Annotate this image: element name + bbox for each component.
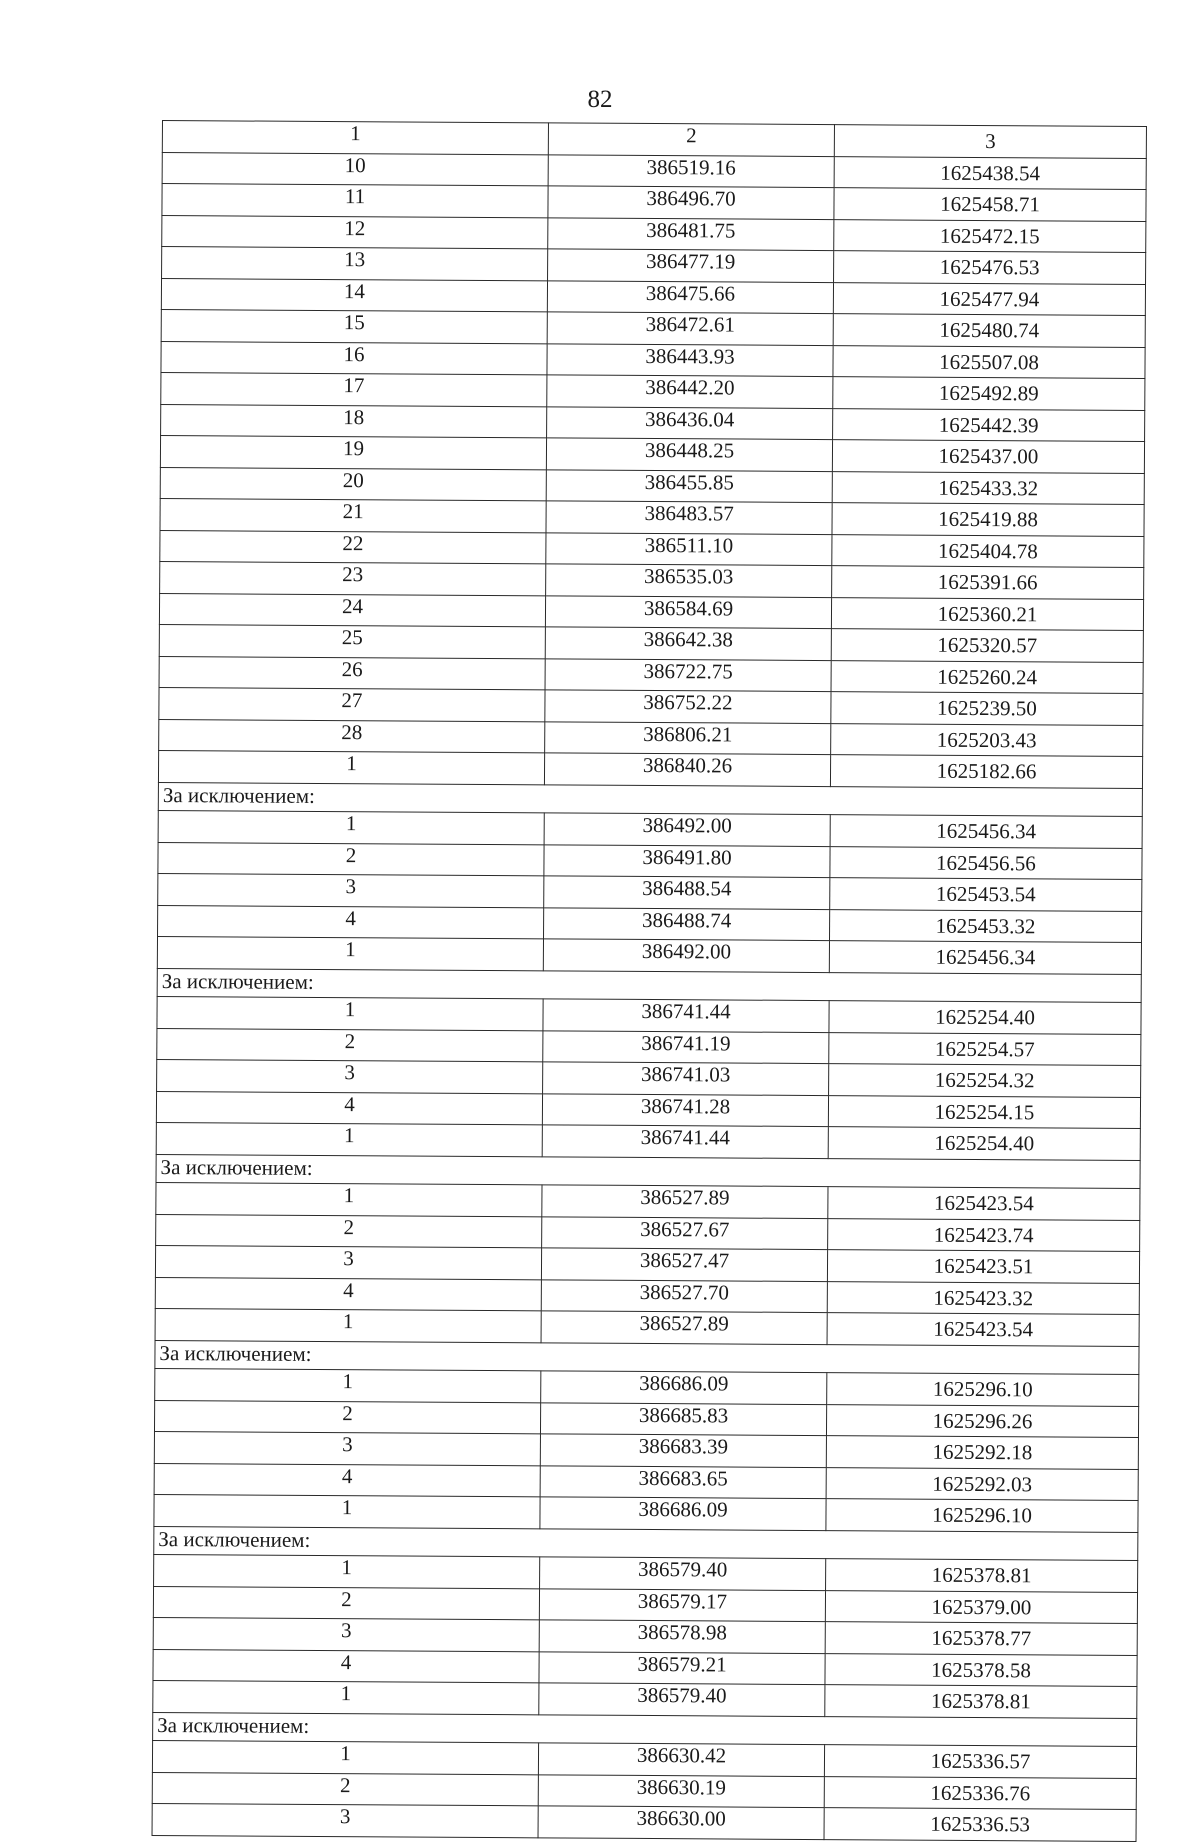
coordinate-x: 386683.39 [540, 1434, 826, 1467]
coordinate-y: 1625292.03 [826, 1467, 1138, 1500]
point-number: 14 [161, 278, 547, 312]
coordinate-x: 386630.42 [538, 1743, 824, 1776]
point-number: 3 [153, 1617, 539, 1651]
point-number: 3 [157, 1059, 543, 1093]
point-number: 4 [155, 1277, 541, 1311]
coordinate-y: 1625260.24 [831, 660, 1143, 693]
coordinate-y: 1625378.58 [825, 1653, 1137, 1686]
point-number: 1 [154, 1554, 540, 1588]
coordinate-y: 1625423.74 [828, 1218, 1140, 1251]
coordinate-y: 1625254.40 [829, 1001, 1141, 1034]
coordinate-y: 1625456.34 [829, 941, 1141, 974]
coordinate-x: 386686.09 [541, 1371, 827, 1404]
point-number: 18 [161, 404, 547, 438]
coordinate-x: 386630.19 [538, 1774, 824, 1807]
point-number: 23 [160, 561, 546, 595]
coordinate-x: 386519.16 [548, 154, 834, 187]
coordinate-y: 1625423.54 [828, 1187, 1140, 1220]
coordinate-x: 386488.74 [544, 907, 830, 940]
coordinate-x: 386436.04 [547, 406, 833, 439]
point-number: 13 [162, 247, 548, 281]
coordinates-table-body [152, 121, 1146, 1841]
coordinate-y: 1625458.71 [834, 188, 1146, 221]
coordinate-x: 386488.54 [544, 876, 830, 909]
coordinate-y: 1625423.51 [827, 1250, 1139, 1283]
point-number: 2 [152, 1772, 538, 1806]
coordinate-y: 1625404.78 [832, 534, 1144, 567]
coordinate-y: 1625453.32 [829, 909, 1141, 942]
coordinate-x: 386527.70 [541, 1279, 827, 1312]
point-number: 26 [159, 656, 545, 690]
coordinate-x: 386443.93 [547, 343, 833, 376]
coordinate-y: 1625472.15 [834, 219, 1146, 252]
coordinate-y: 1625360.21 [831, 597, 1143, 630]
coordinate-x: 386527.47 [541, 1248, 827, 1281]
coordinate-x: 386722.75 [545, 658, 831, 691]
coordinate-x: 386806.21 [545, 721, 831, 754]
coordinate-x: 386685.83 [540, 1402, 826, 1435]
column-header-y: 3 [834, 125, 1146, 158]
coordinate-x: 386579.40 [540, 1557, 826, 1590]
coordinate-x: 386741.28 [542, 1093, 828, 1126]
coordinate-x: 386741.19 [543, 1030, 829, 1063]
coordinate-y: 1625477.94 [833, 282, 1145, 315]
coordinate-y: 1625438.54 [834, 156, 1146, 189]
point-number: 3 [152, 1803, 538, 1837]
coordinate-x: 386686.09 [540, 1497, 826, 1530]
point-number: 10 [162, 152, 548, 186]
point-number: 21 [160, 498, 546, 532]
coordinate-y: 1625433.32 [832, 471, 1144, 504]
point-number: 1 [157, 996, 543, 1030]
coordinate-x: 386741.03 [543, 1062, 829, 1095]
coordinate-x: 386511.10 [546, 532, 832, 565]
coordinate-x: 386492.00 [544, 813, 830, 846]
point-number: 1 [152, 1740, 538, 1774]
point-number: 1 [155, 1368, 541, 1402]
point-number: 20 [160, 467, 546, 501]
coordinate-y: 1625292.18 [826, 1436, 1138, 1469]
table-row [152, 1803, 1136, 1841]
point-number: 1 [153, 1680, 539, 1714]
coordinate-y: 1625336.53 [824, 1808, 1136, 1841]
exclusion-label: За исключением: [157, 968, 1141, 1003]
point-number: 3 [154, 1431, 540, 1465]
point-number: 2 [154, 1400, 540, 1434]
coordinate-y: 1625442.39 [833, 408, 1145, 441]
coordinate-x: 386579.17 [539, 1588, 825, 1621]
coordinate-y: 1625492.89 [833, 377, 1145, 410]
coordinate-y: 1625379.00 [825, 1590, 1137, 1623]
point-number: 4 [153, 1649, 539, 1683]
coordinate-y: 1625476.53 [834, 251, 1146, 284]
coordinate-x: 386840.26 [544, 753, 830, 786]
coordinate-x: 386492.00 [543, 939, 829, 972]
coordinate-y: 1625391.66 [832, 566, 1144, 599]
point-number: 2 [153, 1586, 539, 1620]
coordinate-y: 1625437.00 [832, 440, 1144, 473]
coordinate-x: 386578.98 [539, 1620, 825, 1653]
point-number: 1 [156, 1122, 542, 1156]
coordinate-y: 1625254.57 [829, 1032, 1141, 1065]
point-number: 12 [162, 215, 548, 249]
point-number: 28 [159, 719, 545, 753]
exclusion-label: За исключением: [156, 1154, 1140, 1189]
point-number: 25 [159, 624, 545, 658]
coordinate-x: 386491.80 [544, 844, 830, 877]
coordinate-y: 1625480.74 [833, 314, 1145, 347]
exclusion-label: За исключением: [153, 1712, 1137, 1747]
coordinate-y: 1625507.08 [833, 345, 1145, 378]
point-number: 1 [155, 1308, 541, 1342]
point-number: 3 [158, 873, 544, 907]
coordinate-y: 1625254.40 [828, 1127, 1140, 1160]
coordinate-x: 386527.89 [542, 1185, 828, 1218]
coordinates-table [152, 120, 1147, 1841]
coordinate-y: 1625423.54 [827, 1313, 1139, 1346]
coordinate-y: 1625296.10 [826, 1499, 1138, 1532]
point-number: 1 [154, 1494, 540, 1528]
coordinate-x: 386630.00 [538, 1806, 824, 1839]
coordinate-x: 386584.69 [545, 595, 831, 628]
coordinate-y: 1625378.81 [825, 1685, 1137, 1718]
coordinate-x: 386527.67 [542, 1216, 828, 1249]
point-number: 3 [155, 1245, 541, 1279]
coordinate-x: 386535.03 [546, 564, 832, 597]
coordinate-x: 386527.89 [541, 1311, 827, 1344]
coordinate-y: 1625419.88 [832, 503, 1144, 536]
point-number: 2 [157, 1028, 543, 1062]
point-number: 2 [156, 1214, 542, 1248]
point-number: 1 [158, 750, 544, 784]
point-number: 4 [154, 1463, 540, 1497]
coordinate-x: 386683.65 [540, 1465, 826, 1498]
coordinate-y: 1625182.66 [830, 755, 1142, 788]
coordinate-y: 1625423.32 [827, 1281, 1139, 1314]
coordinate-x: 386475.66 [547, 280, 833, 313]
coordinate-y: 1625296.10 [827, 1373, 1139, 1406]
coordinate-y: 1625456.34 [830, 815, 1142, 848]
coordinate-x: 386481.75 [548, 217, 834, 250]
point-number: 16 [161, 341, 547, 375]
coordinate-x: 386455.85 [546, 469, 832, 502]
coordinate-x: 386442.20 [547, 375, 833, 408]
page-number: 82 [587, 86, 613, 113]
coordinate-x: 386741.44 [543, 999, 829, 1032]
column-header-x: 2 [548, 123, 834, 156]
coordinate-x: 386448.25 [546, 438, 832, 471]
point-number: 19 [160, 435, 546, 469]
point-number: 22 [160, 530, 546, 564]
point-number: 1 [157, 936, 543, 970]
coordinate-x: 386752.22 [545, 690, 831, 723]
coordinate-y: 1625336.57 [824, 1745, 1136, 1778]
coordinate-y: 1625296.26 [826, 1404, 1138, 1437]
coordinate-x: 386477.19 [548, 249, 834, 282]
coordinate-y: 1625456.56 [830, 846, 1142, 879]
point-number: 15 [161, 309, 547, 343]
coordinate-x: 386472.61 [547, 312, 833, 345]
point-number: 1 [156, 1182, 542, 1216]
exclusion-label: За исключением: [154, 1526, 1138, 1561]
coordinate-x: 386642.38 [545, 627, 831, 660]
coordinate-y: 1625320.57 [831, 629, 1143, 662]
coordinate-x: 386483.57 [546, 501, 832, 534]
coordinate-x: 386496.70 [548, 186, 834, 219]
coordinate-y: 1625239.50 [831, 692, 1143, 725]
point-number: 1 [158, 810, 544, 844]
point-number: 4 [156, 1091, 542, 1125]
coordinate-y: 1625203.43 [831, 723, 1143, 756]
coordinate-y: 1625378.77 [825, 1622, 1137, 1655]
coordinate-x: 386741.44 [542, 1125, 828, 1158]
coordinate-y: 1625254.32 [829, 1064, 1141, 1097]
point-number: 24 [159, 593, 545, 627]
coordinate-y: 1625254.15 [828, 1095, 1140, 1128]
coordinate-y: 1625378.81 [826, 1559, 1138, 1592]
point-number: 17 [161, 372, 547, 406]
coordinate-y: 1625336.76 [824, 1776, 1136, 1809]
point-number: 11 [162, 184, 548, 218]
point-number: 2 [158, 842, 544, 876]
exclusion-label: За исключением: [155, 1340, 1139, 1375]
column-header-point: 1 [162, 121, 548, 155]
coordinate-x: 386579.21 [539, 1651, 825, 1684]
coordinate-x: 386579.40 [539, 1683, 825, 1716]
point-number: 27 [159, 687, 545, 721]
coordinate-y: 1625453.54 [830, 878, 1142, 911]
exclusion-label: За исключением: [158, 782, 1142, 817]
point-number: 4 [158, 905, 544, 939]
